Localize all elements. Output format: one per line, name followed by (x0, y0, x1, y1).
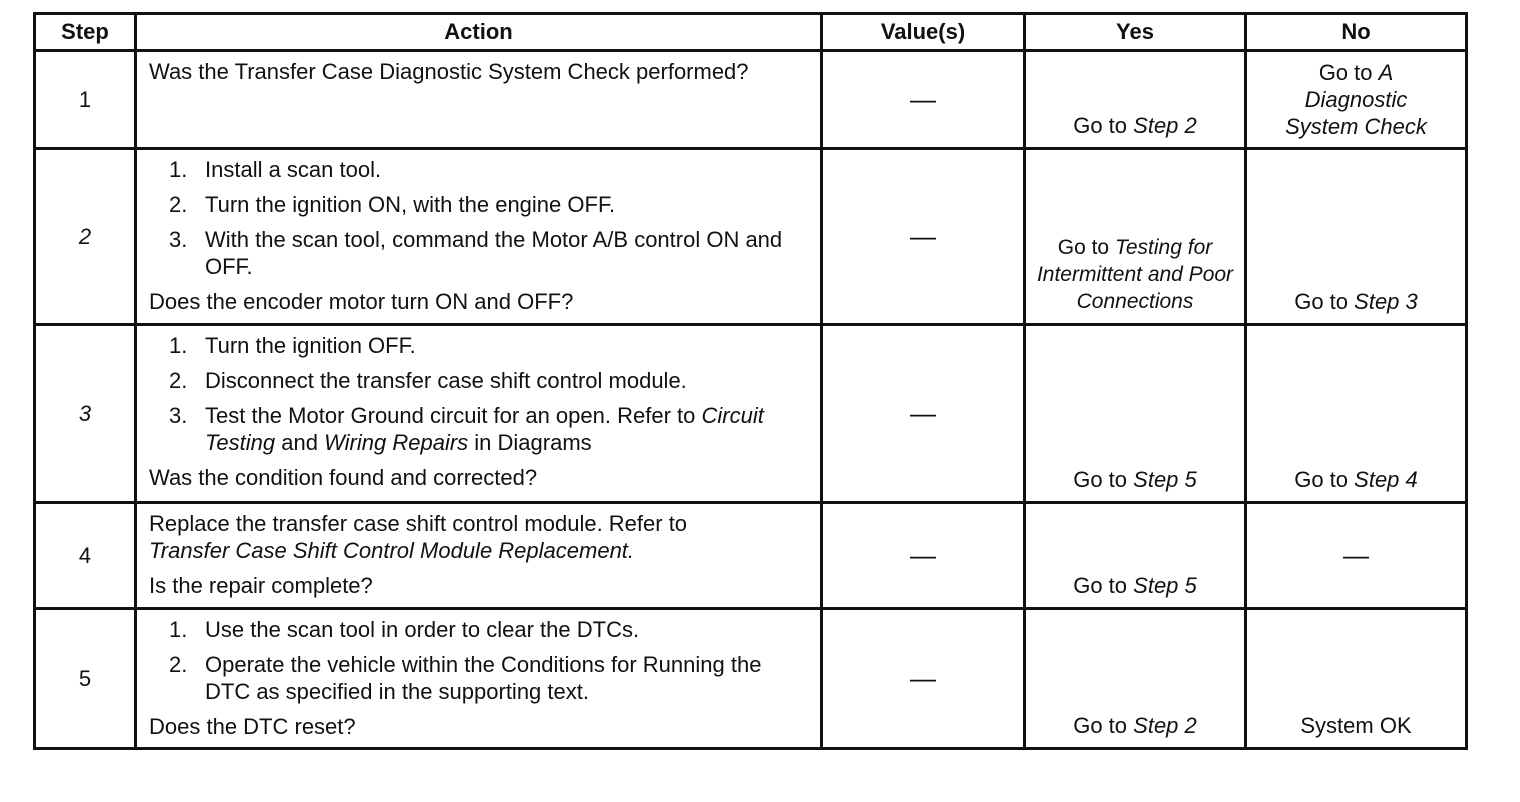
list-item: 3. Test the Motor Ground circuit for an open. Refer to Circuit Testing and Wiring Repairs in Diagrams (169, 403, 764, 455)
table-row-step-2 (35, 149, 1467, 325)
step-number: 1 (35, 51, 136, 149)
no-cell (1246, 325, 1467, 503)
header-no: No (1246, 14, 1467, 51)
no-prefix: Go to (1294, 467, 1349, 492)
no-cell: System OK (1246, 609, 1467, 749)
no-prefix: Go to (1318, 60, 1373, 85)
no-cell: — (1246, 503, 1467, 609)
value-cell: — (822, 51, 1025, 149)
yes-cell (1025, 51, 1246, 149)
list-item: 1. Install a scan tool. (169, 157, 382, 182)
yes-cell (1025, 503, 1246, 609)
header-step: Step (35, 14, 136, 51)
header-values: Value(s) (822, 14, 1025, 51)
action-text: Was the Transfer Case Diagnostic System Check performed? (149, 59, 749, 84)
list-item: 2. Turn the ignition ON, with the engine OFF. (169, 192, 616, 217)
list-item: 1. Use the scan tool in order to clear the DTCs. (169, 617, 640, 642)
yes-prefix: Go to (1073, 573, 1128, 598)
list-item: 3. With the scan tool, command the Motor A/B control ON and OFF. (169, 227, 783, 279)
table-row-step-5 (35, 609, 1467, 749)
no-cell (1246, 149, 1467, 325)
action-cell (136, 149, 822, 325)
yes-prefix: Go to (1073, 113, 1128, 138)
table-row-step-4 (35, 503, 1467, 609)
no-prefix: Go to (1294, 289, 1349, 314)
header-yes: Yes (1025, 14, 1246, 51)
step-number: 3 (35, 325, 136, 503)
action-steps-list (149, 616, 810, 705)
yes-cell (1025, 609, 1246, 749)
action-cell (136, 325, 822, 503)
value-cell: — (822, 149, 1025, 325)
list-item: 2. Operate the vehicle within the Conditions for Running the DTC as specified in the supporting text. (169, 652, 762, 704)
header-row (35, 14, 1467, 51)
yes-cell (1025, 149, 1246, 325)
action-text: Replace the transfer case shift control module. Refer to (149, 511, 688, 536)
table-row-step-3 (35, 325, 1467, 503)
circuit-testing-link[interactable]: Circuit Testing (205, 403, 764, 455)
no-reference-link[interactable]: Step 4 (1354, 467, 1418, 492)
action-cell (136, 609, 822, 749)
wiring-repairs-link[interactable]: Wiring Repairs (324, 430, 469, 455)
yes-reference-link[interactable]: Step 5 (1133, 467, 1197, 492)
action-steps-list (149, 332, 810, 456)
no-reference-link[interactable]: A Diagnostic System Check (1285, 60, 1427, 139)
list-item: 2. Disconnect the transfer case shift control module. (169, 368, 687, 393)
value-cell: — (822, 325, 1025, 503)
action-steps-list (149, 156, 810, 280)
action-reference-link[interactable]: Transfer Case Shift Control Module Replacement. (149, 538, 635, 563)
action-cell (136, 503, 822, 609)
yes-prefix: Go to (1073, 467, 1128, 492)
action-question: Does the encoder motor turn ON and OFF? (149, 289, 574, 314)
header-action: Action (136, 14, 822, 51)
list-item: 1. Turn the ignition OFF. (169, 333, 416, 358)
yes-prefix: Go to (1057, 236, 1110, 259)
yes-cell (1025, 325, 1246, 503)
action-question: Was the condition found and corrected? (149, 465, 538, 490)
value-cell: — (822, 609, 1025, 749)
step-number: 5 (35, 609, 136, 749)
step-number: 4 (35, 503, 136, 609)
yes-reference-link[interactable]: Step 5 (1133, 573, 1197, 598)
diagnostic-table (33, 12, 1468, 750)
table-row-step-1 (35, 51, 1467, 149)
value-cell: — (822, 503, 1025, 609)
action-cell (136, 51, 822, 149)
yes-prefix: Go to (1073, 713, 1128, 738)
no-reference-link[interactable]: Step 3 (1354, 289, 1418, 314)
no-cell (1246, 51, 1467, 149)
action-question: Does the DTC reset? (149, 714, 356, 739)
yes-reference-link[interactable]: Testing for Intermittent and Poor Connections (1036, 236, 1234, 313)
action-question: Is the repair complete? (149, 573, 373, 598)
yes-reference-link[interactable]: Step 2 (1133, 713, 1197, 738)
step-number: 2 (35, 149, 136, 325)
yes-reference-link[interactable]: Step 2 (1133, 113, 1197, 138)
